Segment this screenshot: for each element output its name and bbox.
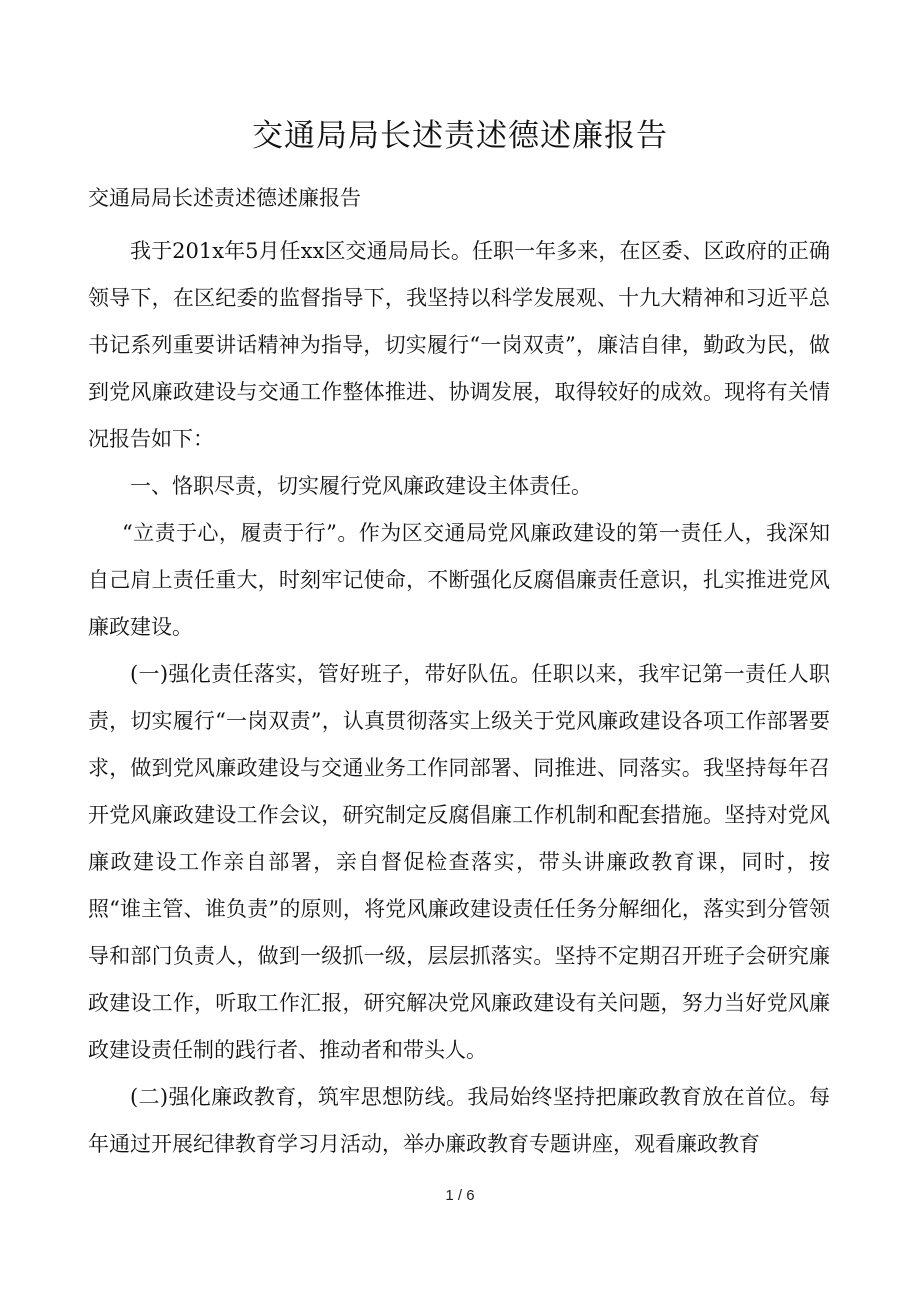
paragraph-subsection-2: (二)强化廉政教育，筑牢思想防线。我局始终坚持把廉政教育放在首位。每年通过开展纪律教育学习月活动，举办廉政教育专题讲座，观看廉政教育	[88, 1085, 830, 1156]
document-subtitle: 交通局局长述责述德述廉报告	[88, 186, 361, 210]
section-heading-1: 一、恪职尽责，切实履行党风廉政建设主体责任。	[130, 474, 592, 498]
page-number: 1 / 6	[445, 1187, 475, 1204]
paragraph-intro: 我于201x年5月任xx区交通局局长。任职一年多来，在区委、区政府的正确领导下，在区纪委的监督指导下，我坚持以科学发展观、十九大精神和习近平总书记系列重要讲话精神为指导，切实履行“一岗双责”，廉洁自律，勤政为民，做到党风廉政建设与交通工作整体推进、协调发展，取得较好的成效。现将有关情况报告如下：	[88, 239, 830, 451]
document-body	[88, 228, 830, 1168]
document-title: 交通局局长述责述德述廉报告	[252, 118, 668, 154]
paragraph-responsibility: “立责于心，履责于行”。作为区交通局党风廉政建设的第一责任人，我深知自己肩上责任重大，时刻牢记使命，不断强化反腐倡廉责任意识，扎实推进党风廉政建设。	[88, 521, 830, 639]
paragraph-subsection-1: (一)强化责任落实，管好班子，带好队伍。任职以来，我牢记第一责任人职责，切实履行“一岗双责”，认真贯彻落实上级关于党风廉政建设各项工作部署要求，做到党风廉政建设与交通业务工作同部署、同推进、同落实。我坚持每年召开党风廉政建设工作会议，研究制定反腐倡廉工作机制和配套措施。坚持对党风廉政建设工作亲自部署，亲自督促检查落实，带头讲廉政教育课，同时，按照“谁主管、谁负责”的原则，将党风廉政建设责任任务分解细化，落实到分管领导和部门负责人，做到一级抓一级，层层抓落实。坚持不定期召开班子会研究廉政建设工作，听取工作汇报，研究解决党风廉政建设有关问题，努力当好党风廉政建设责任制的践行者、推动者和带头人。	[88, 662, 830, 1062]
